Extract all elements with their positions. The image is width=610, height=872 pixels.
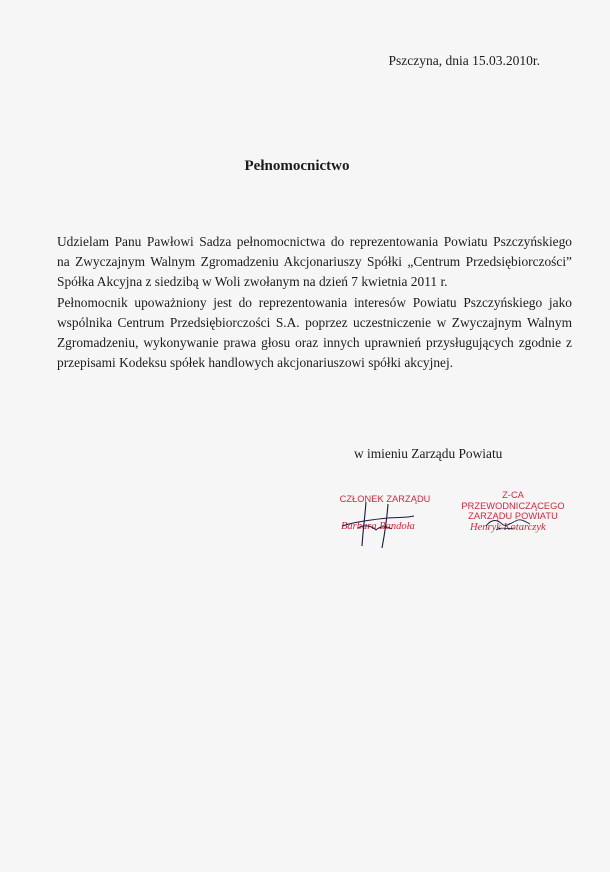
body-line: Pełnomocnik upoważniony jest do reprezentowania interesów Powiatu Pszczyńskiego jako (57, 294, 572, 310)
stamp-right-role-line1: Z-CA PRZEWODNICZĄCEGO (461, 490, 565, 511)
place-and-date: Pszczyna, dnia 15.03.2010r. (388, 53, 540, 68)
body-line: Spółka Akcyjna z siedzibą w Woli zwołanym na dzień 7 kwietnia 2011 r. (57, 274, 448, 290)
stamp-right-role-line2: ZARZĄDU POWIATU (468, 511, 558, 521)
body-line: Udzielam Panu Pawłowi Sadza pełnomocnictwa do reprezentowania Powiatu Pszczyńskiego (57, 234, 572, 249)
handwritten-signature-left (336, 496, 426, 556)
handwritten-signature-right (478, 508, 538, 538)
body-line: przepisami Kodeksu spółek handlowych akcjonariuszowi spółki akcyjnej. (57, 355, 454, 371)
stamp-left-name: Barbara Bandoła (341, 521, 415, 532)
document-title: Pełnomocnictwo (244, 158, 350, 174)
on-behalf-label: w imieniu Zarządu Powiatu (354, 446, 503, 461)
body-line: Zgromadzeniu, wykonywanie prawa głosu oraz innych uprawnień przysługujących zgodnie z (57, 335, 572, 351)
document-body (57, 232, 572, 373)
body-line: na Zwyczajnym Walnym Zgromadzeniu Akcjonariuszy Spółki „Centrum Przedsiębiorczości” (57, 254, 572, 270)
stamp-left-role: CZŁONEK ZARZĄDU (339, 494, 431, 504)
stamp-right-name: Henryk Kotarczyk (470, 522, 546, 533)
body-line: wspólnika Centrum Przedsiębiorczości S.A. poprzez uczestniczenie w Zwyczajnym Walnym (57, 314, 572, 330)
